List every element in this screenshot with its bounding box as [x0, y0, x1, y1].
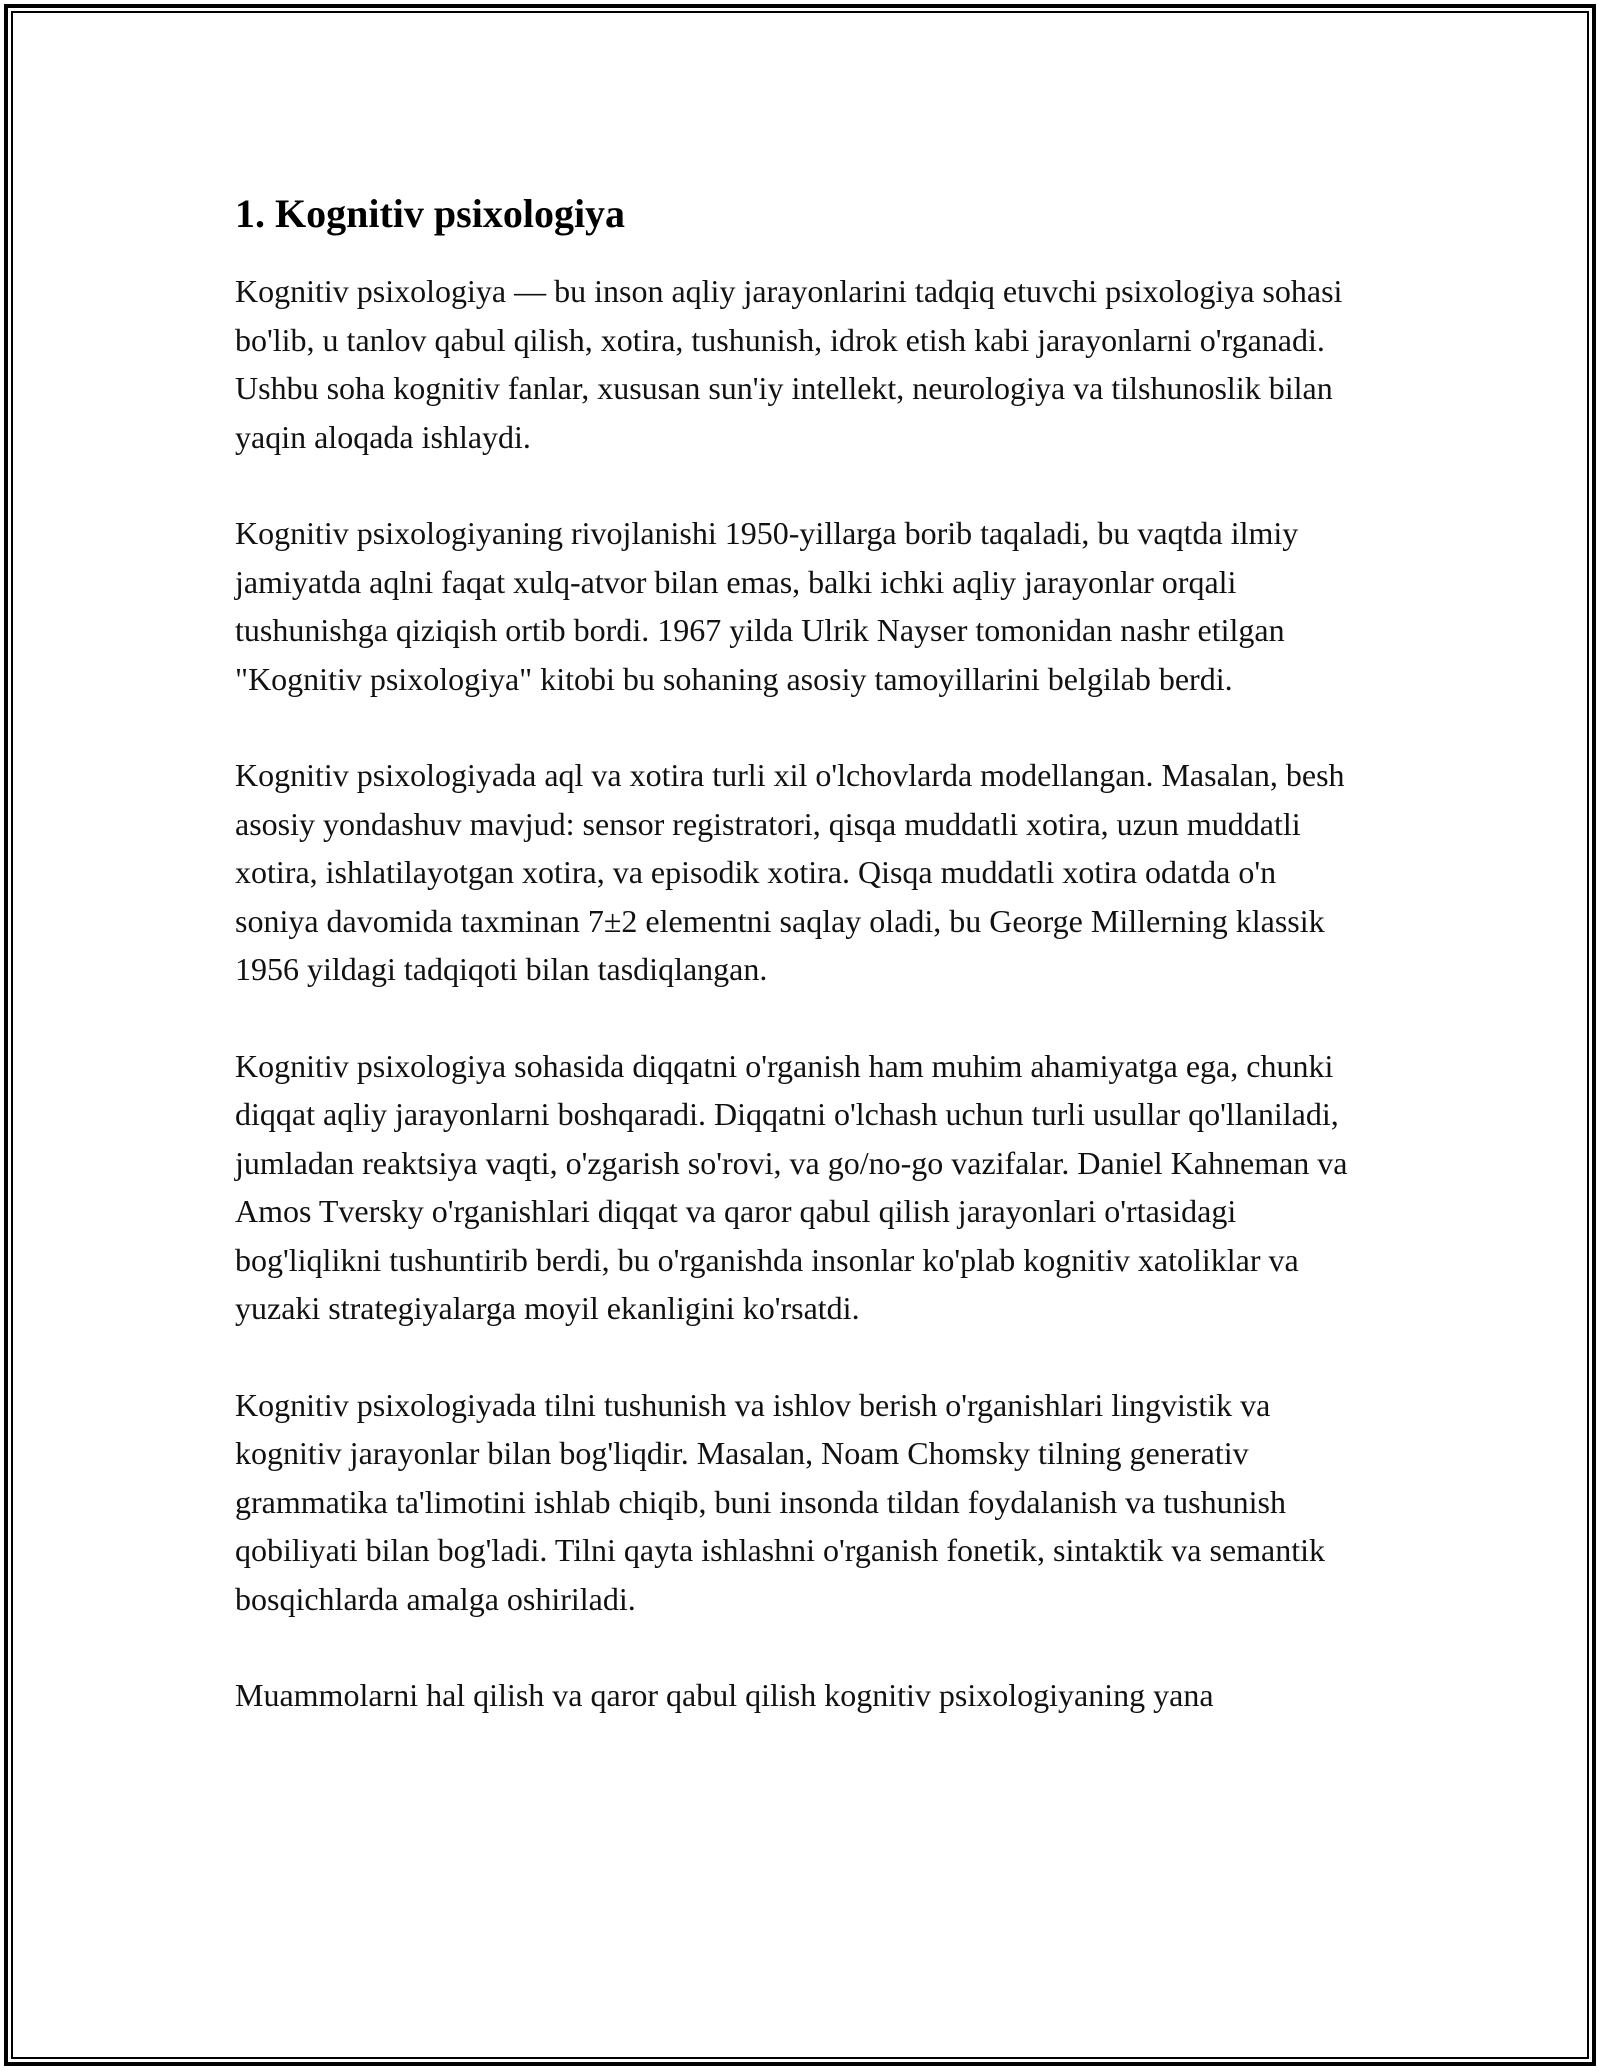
document-title: 1. Kognitiv psixologiya [235, 191, 626, 236]
paragraph-language: Kognitiv psixologiyada tilni tushunish va ishlov berish o'rganishlari lingvistik va kognitiv jarayonlar bilan bog'liqdir. Masalan, Noam Chomsky tilning generativ grammatika ta'limotini ishlab chiqib, buni insonda tildan foydalanish va tushunish qobiliyati bilan bog'ladi. Tilni qayta ishlashni o'rganish fonetik, sintaktik va semantik bosqichlarda amalga oshiriladi. [235, 1386, 1325, 1617]
paragraph-intro: Kognitiv psixologiya — bu inson aqliy jarayonlarini tadqiq etuvchi psixologiya sohasi bo'lib, u tanlov qabul qilish, xotira, tushunish, idrok etish kabi jarayonlarni o'rganadi. Ushbu soha kognitiv fanlar, xususan sun'iy intellekt, neurologiya va tilshunoslik bilan yaqin aloqada ishlaydi. [235, 273, 1343, 455]
document-body [235, 186, 1365, 1768]
paragraph-problem-solving: Muammolarni hal qilish va qaror qabul qilish kognitiv psixologiyaning yana [235, 1677, 1214, 1713]
paragraph-history: Kognitiv psixologiyaning rivojlanishi 1950-yillarga borib taqaladi, bu vaqtda ilmiy jamiyatda aqlni faqat xulq-atvor bilan emas, balki ichki aqliy jarayonlar orqali tushunishga qiziqish ortib bordi. 1967 yilda Ulrik Nayser tomonidan nashr etilgan "Kognitiv psixologiya" kitobi bu sohaning asosiy tamoyillarini belgilab berdi. [235, 515, 1299, 697]
paragraph-memory: Kognitiv psixologiyada aql va xotira turli xil o'lchovlarda modellangan. Masalan, besh asosiy yondashuv mavjud: sensor registratori, qisqa muddatli xotira, uzun muddatli xotira, ishlatilayotgan xotira, va episodik xotira. Qisqa muddatli xotira odatda o'n soniya davomida taxminan 7±2 elementni saqlay oladi, bu George Millerning klassik 1956 yildagi tadqiqoti bilan tasdiqlangan. [235, 757, 1345, 987]
paragraph-attention: Kognitiv psixologiya sohasida diqqatni o'rganish ham muhim ahamiyatga ega, chunki diqqat aqliy jarayonlarni boshqaradi. Diqqatni o'lchash uchun turli usullar qo'llaniladi, jumladan reaktsiya vaqti, o'zgarish so'rovi, va go/no-go vazifalar. Daniel Kahneman va Amos Tversky o'rganishlari diqqat va qaror qabul qilish jarayonlari o'rtasidagi bog'liqlikni tushuntirib berdi, bu o'rganishda insonlar ko'plab kognitiv xatoliklar va yuzaki strategiyalarga moyil ekanligini ko'rsatdi. [235, 1047, 1348, 1326]
